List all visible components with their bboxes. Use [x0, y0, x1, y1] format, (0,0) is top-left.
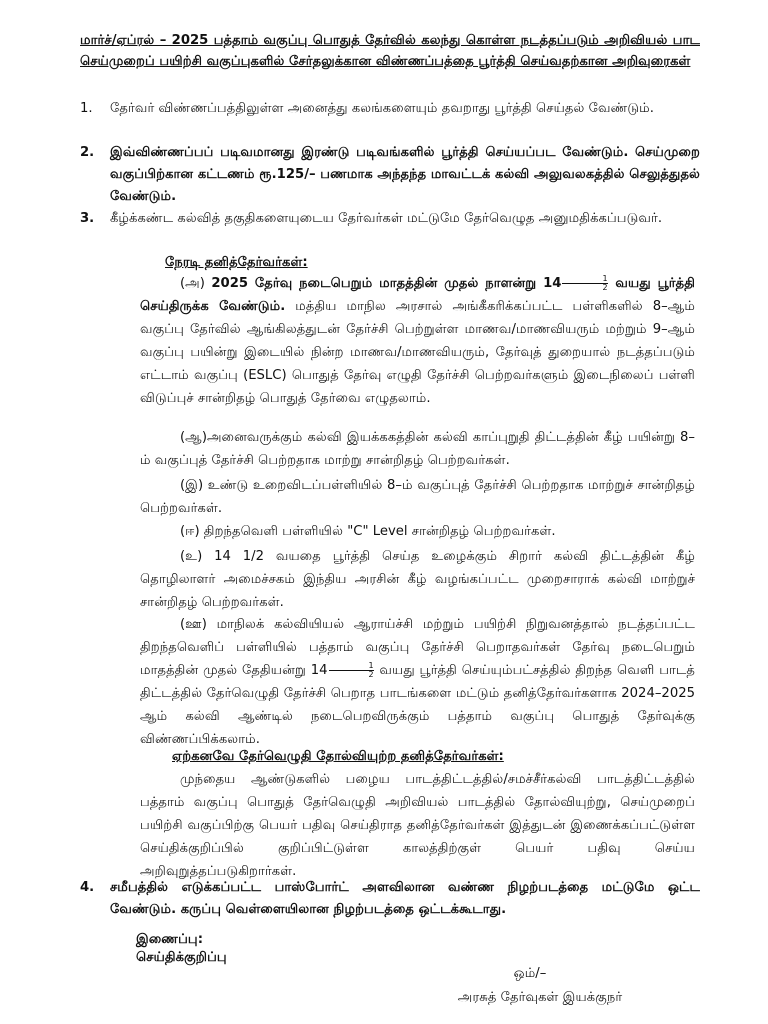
instruction-3: [80, 208, 700, 230]
instruction-text: கீழ்க்கண்ட கல்வித் தகுதிகளையுடைய தேர்வர்கள் மட்டுமே தேர்வெழுத அனுமதிக்கப்படுவர்.: [110, 211, 663, 226]
direct-clause-aa: (ஆ)அனைவருக்கும் கல்வி இயக்ககத்தின் கல்வி காப்புறுதி திட்டத்தின் கீழ் பயின்று 8– ம் வகுப்புத் தேர்ச்சி பெற்றதாக மாற்று சான்றிதழ் பெற்றவர்கள்.: [140, 430, 695, 468]
signature-mark: ஒம்/–: [513, 966, 547, 981]
instruction-text: சமீபத்தில் எடுக்கப்பட்ட பாஸ்போர்ட் அளவிலான வண்ண நிழற்படத்தை மட்டுமே ஒட்ட வேண்டும். கருப்பு வெள்ளையிலான நிழற்படத்தை ஒட்டக்கூடாது.: [110, 880, 700, 917]
failed-candidates-title: ஏற்கனவே தேர்வெழுதி தோல்வியுற்ற தனித்தேர்வர்கள்:: [172, 749, 504, 764]
instruction-4: [80, 877, 700, 921]
half-fraction: $\frac{1}{2}$: [562, 275, 607, 292]
enclosure-value: செய்திக்குறிப்பு: [136, 950, 227, 965]
direct-clause-a: [140, 272, 695, 410]
instruction-2: [80, 142, 700, 208]
clause-a-prefix: (அ): [180, 276, 212, 291]
failed-candidates-text: முந்தைய ஆண்டுகளில் பழைய பாடத்திட்டத்தில்/சமச்சீர்கல்வி பாடத்திட்டத்தில் பத்தாம் வகுப்பு பொதுத் தேர்வெழுதி அறிவியல் பாடத்தில் தோல்வியுற்று, செய்முறைப் பயிற்சி வகுப்பிற்கு பெயர் பதிவு செய்திராத தனித்தேர்வர்கள் இத்துடன் இணைக்கப்பட்டுள்ள செய்திக்குறிப்பில் குறிப்பிட்டுள்ள காலத்திற்குள் பெயர் பதிவு செய்ய அறிவுறுத்தப்படுகிறார்கள்.: [140, 772, 695, 879]
instruction-1: [80, 98, 700, 120]
clause-uu-text-1: (ஊ) மாநிலக் கல்வியியல் ஆராய்ச்சி மற்றும் பயிற்சி நிறுவனத்தால் நடத்தப்பட்ட திறந்தவெளிப் பள்ளியில் பத்தாம் வகுப்பு தேர்ச்சி பெறாதவர்கள் தேர்வு நடைபெறும் மாதத்தின் முதல் தேதியன்று 14: [140, 617, 695, 678]
clause-uu-text-2: வயது பூர்த்தி செய்யும்பட்சத்தில் திறந்த வெளி பாடத் திட்டத்தில் தேர்வெழுதி தேர்ச்சி பெறாத பாடங்களை மட்டும் தனித்தேர்வர்களாக 2024–2025 ஆம் கல்வி ஆண்டில் நடைபெறவிருக்கும் பத்தாம் வகுப்பு பொதுத் தேர்வுக்கு விண்ணப்பிக்கலாம்.: [140, 663, 695, 747]
instruction-number: 4.: [80, 880, 95, 895]
instruction-text: இவ்விண்ணப்பப் படிவமானது இரண்டு படிவங்களில் பூர்த்தி செய்யப்பட வேண்டும். செய்முறை வகுப்பிற்கான கட்டணம் ரூ.125/– பணமாக அந்தந்த மாவட்டக் கல்வி அலுவலகத்தில் செலுத்துதல் வேண்டும்.: [110, 145, 700, 204]
instruction-number: 1.: [80, 101, 93, 116]
direct-clause-u: (உ) 14 1/2 வயதை பூர்த்தி செய்த உழைக்கும் சிறார் கல்வி திட்டத்தின் கீழ் தொழிலாளர் அமைச்சகம் இந்திய அரசின் கீழ் வழங்கப்பட்ட முறைசாராக் கல்வி மாற்றுச் சான்றிதழ் பெற்றவர்கள்.: [140, 549, 695, 610]
clause-a-text: மத்திய மாநில அரசால் அங்கீகரிக்கப்பட்ட பள்ளிகளில் 8–ஆம் வகுப்பு தேர்வில் ஆங்கிலத்துடன் தேர்ச்சி பெற்றுள்ள மாணவ/மாணவியரும் மற்றும் 9–ஆம் வகுப்பு பயின்று இடையில் நின்ற மாணவ/மாணவியரும், தேர்வுத் துறையால் நடத்தப்படும் எட்டாம் வகுப்பு (ESLC) பொதுத் தேர்வு எழுதி தேர்ச்சி பெற்றவர்களும் இடைநிலைப் பள்ளி விடுப்புச் சான்றிதழ் பொதுத் தேர்வை எழுதலாம்.: [140, 299, 695, 406]
direct-candidates-title: நேரடி தனித்தேர்வர்கள்:: [165, 255, 308, 270]
half-fraction: $\frac{1}{2}$: [329, 662, 374, 679]
direct-clause-uu: [140, 613, 695, 751]
direct-clause-ii: (ஈ) திறந்தவெளி பள்ளியில் "C" Level சான்றிதழ் பெற்றவர்கள்.: [180, 524, 556, 539]
instruction-text: தேர்வர் விண்ணப்பத்திலுள்ள அனைத்து கலங்களையும் தவறாது பூர்த்தி செய்தல் வேண்டும்.: [110, 101, 654, 116]
clause-a-bold-1: 2025 தேர்வு நடைபெறும் மாதத்தின் முதல் நாளன்று 14: [211, 276, 562, 291]
instruction-number: 2.: [80, 145, 95, 160]
clause-a-bold-2: வயது பூர்த்தி செய்திருக்க வேண்டும்.: [140, 276, 696, 314]
signatory-designation: அரசுத் தேர்வுகள் இயக்குநர்: [457, 990, 623, 1005]
instruction-number: 3.: [80, 211, 95, 226]
direct-clause-i: (இ) உண்டு உறைவிடப்பள்ளியில் 8–ம் வகுப்புத் தேர்ச்சி பெற்றதாக மாற்றுச் சான்றிதழ் பெற்றவர்கள்.: [140, 478, 695, 516]
enclosure-label: இணைப்பு:: [136, 932, 203, 947]
document-heading: மார்ச்/ஏப்ரல் – 2025 பத்தாம் வகுப்பு பொதுத் தேர்வில் கலந்து கொள்ள நடத்தப்படும் அறிவியல் பாட செய்முறைப் பயிற்சி வகுப்புகளில் சேர்தலுக்கான விண்ணப்பத்தை பூர்த்தி செய்வதற்கான அறிவுரைகள்: [80, 33, 700, 69]
